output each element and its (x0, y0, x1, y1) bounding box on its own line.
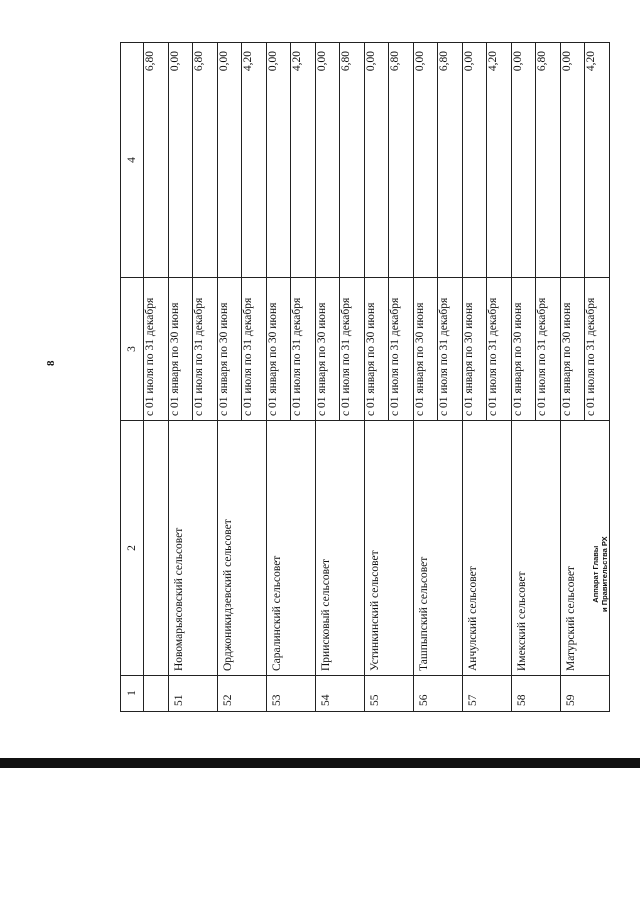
value-cell: 6,80 (193, 43, 218, 278)
value-cell: 0,00 (560, 43, 585, 278)
period-cell: с 01 июля по 31 декабря (438, 278, 463, 421)
period-cell: с 01 января по 30 июня (168, 278, 193, 421)
period-cell: с 01 июля по 31 декабря (193, 278, 218, 421)
value-cell: 4,20 (242, 43, 267, 278)
period-cell: с 01 января по 30 июня (217, 278, 242, 421)
period-cell: с 01 января по 30 июня (462, 278, 487, 421)
table-row (364, 43, 389, 712)
table-row (217, 43, 242, 712)
value-cell: 6,80 (438, 43, 463, 278)
value-cell: 4,20 (291, 43, 316, 278)
value-cell: 0,00 (266, 43, 291, 278)
table-row (462, 43, 487, 712)
data-table-rotated (120, 42, 610, 712)
scan-edge-band (0, 758, 640, 768)
settlement-name-cell: Ташпыпский сельсовет (413, 421, 462, 676)
period-cell: с 01 июля по 31 декабря (389, 278, 414, 421)
stamp-line-2: и Правительства РХ (599, 536, 609, 612)
settlement-name-cell: Устинкинский сельсовет (364, 421, 413, 676)
row-number-cell: 59 (560, 676, 609, 712)
row-number-cell: 54 (315, 676, 364, 712)
value-cell: 0,00 (168, 43, 193, 278)
settlement-name-cell (144, 421, 169, 676)
value-cell: 0,00 (462, 43, 487, 278)
period-cell: с 01 июля по 31 декабря (340, 278, 365, 421)
period-cell: с 01 января по 30 июня (413, 278, 438, 421)
header-col-2: 2 (121, 421, 144, 676)
table-row (560, 43, 585, 712)
table-header-row (121, 43, 144, 712)
settlement-name-cell: Саралинский сельсовет (266, 421, 315, 676)
value-cell: 0,00 (364, 43, 389, 278)
period-cell: с 01 января по 30 июня (511, 278, 536, 421)
row-number-cell: 52 (217, 676, 266, 712)
value-cell: 0,00 (511, 43, 536, 278)
row-number-cell: 56 (413, 676, 462, 712)
table-row (315, 43, 340, 712)
table-row (413, 43, 438, 712)
row-number-cell (144, 676, 169, 712)
table-body (121, 43, 610, 712)
value-cell: 6,80 (389, 43, 414, 278)
settlement-name-cell: Анчулский сельсовет (462, 421, 511, 676)
office-stamp (592, 536, 609, 612)
period-cell: с 01 января по 30 июня (266, 278, 291, 421)
period-cell: с 01 января по 30 июня (560, 278, 585, 421)
settlement-name-cell: Приисковый сельсовет (315, 421, 364, 676)
stamp-line-1: Аппарат Главы (591, 545, 600, 603)
row-number-cell: 55 (364, 676, 413, 712)
value-cell: 6,80 (144, 43, 169, 278)
period-cell: с 01 июля по 31 декабря (144, 278, 169, 421)
period-cell: с 01 июля по 31 декабря (291, 278, 316, 421)
header-col-3: 3 (121, 278, 144, 421)
header-col-4: 4 (121, 43, 144, 278)
value-cell: 4,20 (487, 43, 512, 278)
table-row (511, 43, 536, 712)
blank-scan-area (0, 768, 640, 905)
page-number: 8 (45, 360, 57, 366)
value-cell: 6,80 (536, 43, 561, 278)
period-cell: с 01 января по 30 июня (315, 278, 340, 421)
settlement-name-cell: Матурский сельсовет (560, 421, 609, 676)
period-cell: с 01 июля по 31 декабря (487, 278, 512, 421)
settlement-name-cell: Новомарьясовский сельсовет (168, 421, 217, 676)
value-cell: 6,80 (340, 43, 365, 278)
period-cell: с 01 июля по 31 декабря (536, 278, 561, 421)
value-cell: 0,00 (217, 43, 242, 278)
period-cell: с 01 июля по 31 декабря (585, 278, 610, 421)
table-row (266, 43, 291, 712)
period-cell: с 01 января по 30 июня (364, 278, 389, 421)
table-row (168, 43, 193, 712)
settlement-name-cell: Имекский сельсовет (511, 421, 560, 676)
value-cell: 0,00 (413, 43, 438, 278)
tariff-table (120, 42, 610, 712)
settlement-name-cell: Орджоникидзевский сельсовет (217, 421, 266, 676)
table-row (144, 43, 169, 712)
value-cell: 0,00 (315, 43, 340, 278)
header-col-1: 1 (121, 676, 144, 712)
row-number-cell: 58 (511, 676, 560, 712)
row-number-cell: 51 (168, 676, 217, 712)
row-number-cell: 53 (266, 676, 315, 712)
value-cell: 4,20 (585, 43, 610, 278)
row-number-cell: 57 (462, 676, 511, 712)
period-cell: с 01 июля по 31 декабря (242, 278, 267, 421)
